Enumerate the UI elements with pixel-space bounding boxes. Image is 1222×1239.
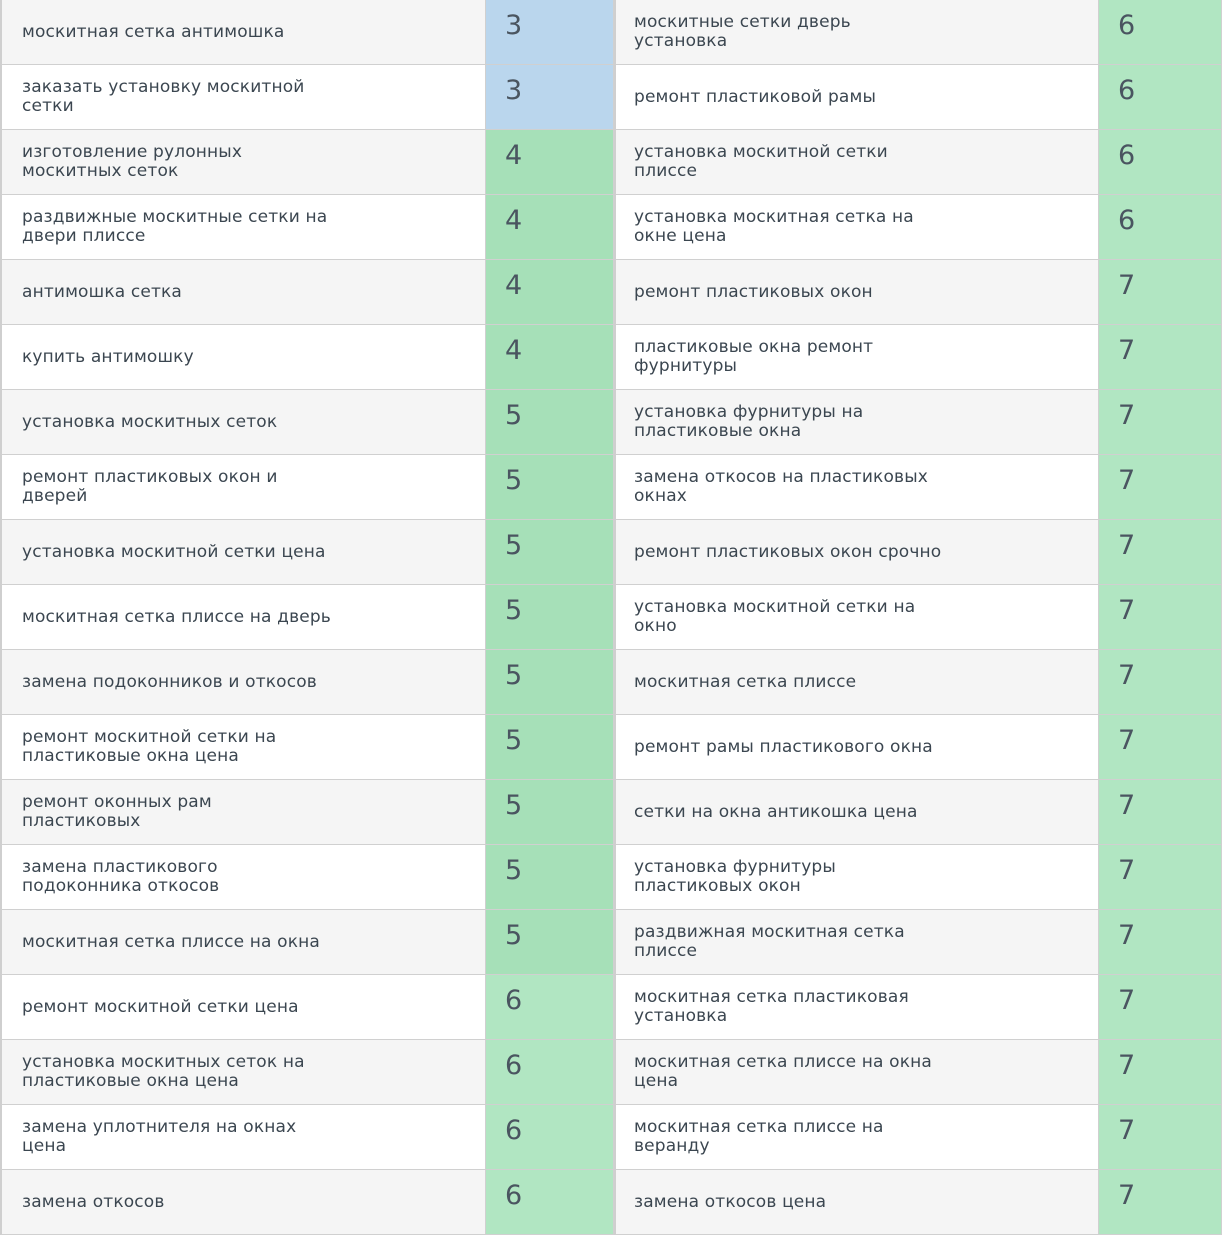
keyword-cell: ремонт пластиковых окон срочно <box>614 520 1099 585</box>
position-cell: 6 <box>486 1105 614 1170</box>
keyword-cell: ремонт пластиковой рамы <box>614 65 1099 130</box>
position-cell: 7 <box>1099 325 1222 390</box>
position-cell: 6 <box>1099 65 1222 130</box>
keyword-cell: ремонт оконных рам пластиковых <box>0 780 486 845</box>
position-cell: 4 <box>486 130 614 195</box>
position-cell: 5 <box>486 390 614 455</box>
position-cell: 7 <box>1099 1105 1222 1170</box>
keyword-cell: москитная сетка плиссе <box>614 650 1099 715</box>
position-cell: 4 <box>486 260 614 325</box>
keyword-cell: москитная сетка антимошка <box>0 0 486 65</box>
position-cell: 7 <box>1099 390 1222 455</box>
position-cell: 6 <box>1099 0 1222 65</box>
position-cell: 7 <box>1099 455 1222 520</box>
keyword-cell: замена откосов <box>0 1170 486 1235</box>
position-cell: 7 <box>1099 910 1222 975</box>
position-cell: 3 <box>486 0 614 65</box>
position-cell: 4 <box>486 325 614 390</box>
keyword-cell: москитная сетка плиссе на окна цена <box>614 1040 1099 1105</box>
position-cell: 6 <box>1099 195 1222 260</box>
position-cell: 7 <box>1099 845 1222 910</box>
keyword-cell: ремонт москитной сетки цена <box>0 975 486 1040</box>
keyword-cell: установка фурнитуры пластиковых окон <box>614 845 1099 910</box>
position-cell: 5 <box>486 650 614 715</box>
position-cell: 5 <box>486 585 614 650</box>
keyword-cell: установка москитной сетки на окно <box>614 585 1099 650</box>
keyword-cell: установка москитных сеток на пластиковые окна цена <box>0 1040 486 1105</box>
keyword-cell: москитная сетка пластиковая установка <box>614 975 1099 1040</box>
position-cell: 5 <box>486 455 614 520</box>
keyword-cell: москитная сетка плиссе на окна <box>0 910 486 975</box>
keyword-cell: антимошка сетка <box>0 260 486 325</box>
position-cell: 5 <box>486 520 614 585</box>
position-cell: 7 <box>1099 975 1222 1040</box>
keyword-cell: замена откосов цена <box>614 1170 1099 1235</box>
position-cell: 7 <box>1099 1170 1222 1235</box>
keyword-cell: ремонт рамы пластикового окна <box>614 715 1099 780</box>
keyword-cell: москитная сетка плиссе на веранду <box>614 1105 1099 1170</box>
keyword-cell: ремонт пластиковых окон и дверей <box>0 455 486 520</box>
keyword-cell: заказать установку москитной сетки <box>0 65 486 130</box>
position-cell: 4 <box>486 195 614 260</box>
position-cell: 7 <box>1099 715 1222 780</box>
keyword-cell: установка фурнитуры на пластиковые окна <box>614 390 1099 455</box>
position-cell: 6 <box>486 1170 614 1235</box>
keyword-cell: ремонт пластиковых окон <box>614 260 1099 325</box>
keyword-cell: замена уплотнителя на окнах цена <box>0 1105 486 1170</box>
position-cell: 7 <box>1099 520 1222 585</box>
keyword-cell: замена подоконников и откосов <box>0 650 486 715</box>
position-cell: 7 <box>1099 780 1222 845</box>
keyword-cell: замена откосов на пластиковых окнах <box>614 455 1099 520</box>
position-cell: 7 <box>1099 650 1222 715</box>
position-cell: 3 <box>486 65 614 130</box>
keyword-cell: установка москитных сеток <box>0 390 486 455</box>
keyword-cell: замена пластикового подоконника откосов <box>0 845 486 910</box>
keyword-cell: раздвижные москитные сетки на двери плиссе <box>0 195 486 260</box>
keyword-cell: пластиковые окна ремонт фурнитуры <box>614 325 1099 390</box>
keyword-cell: установка москитной сетки цена <box>0 520 486 585</box>
keyword-cell: москитная сетка плиссе на дверь <box>0 585 486 650</box>
position-cell: 5 <box>486 845 614 910</box>
position-cell: 5 <box>486 780 614 845</box>
position-cell: 6 <box>486 1040 614 1105</box>
position-cell: 5 <box>486 910 614 975</box>
keyword-cell: установка москитная сетка на окне цена <box>614 195 1099 260</box>
position-cell: 5 <box>486 715 614 780</box>
keyword-cell: изготовление рулонных москитных сеток <box>0 130 486 195</box>
position-cell: 7 <box>1099 1040 1222 1105</box>
position-cell: 6 <box>1099 130 1222 195</box>
keyword-cell: раздвижная москитная сетка плиссе <box>614 910 1099 975</box>
keyword-cell: ремонт москитной сетки на пластиковые окна цена <box>0 715 486 780</box>
position-cell: 7 <box>1099 260 1222 325</box>
keyword-cell: установка москитной сетки плиссе <box>614 130 1099 195</box>
keyword-cell: москитные сетки дверь установка <box>614 0 1099 65</box>
position-cell: 6 <box>486 975 614 1040</box>
keyword-cell: сетки на окна антикошка цена <box>614 780 1099 845</box>
position-cell: 7 <box>1099 585 1222 650</box>
keyword-cell: купить антимошку <box>0 325 486 390</box>
